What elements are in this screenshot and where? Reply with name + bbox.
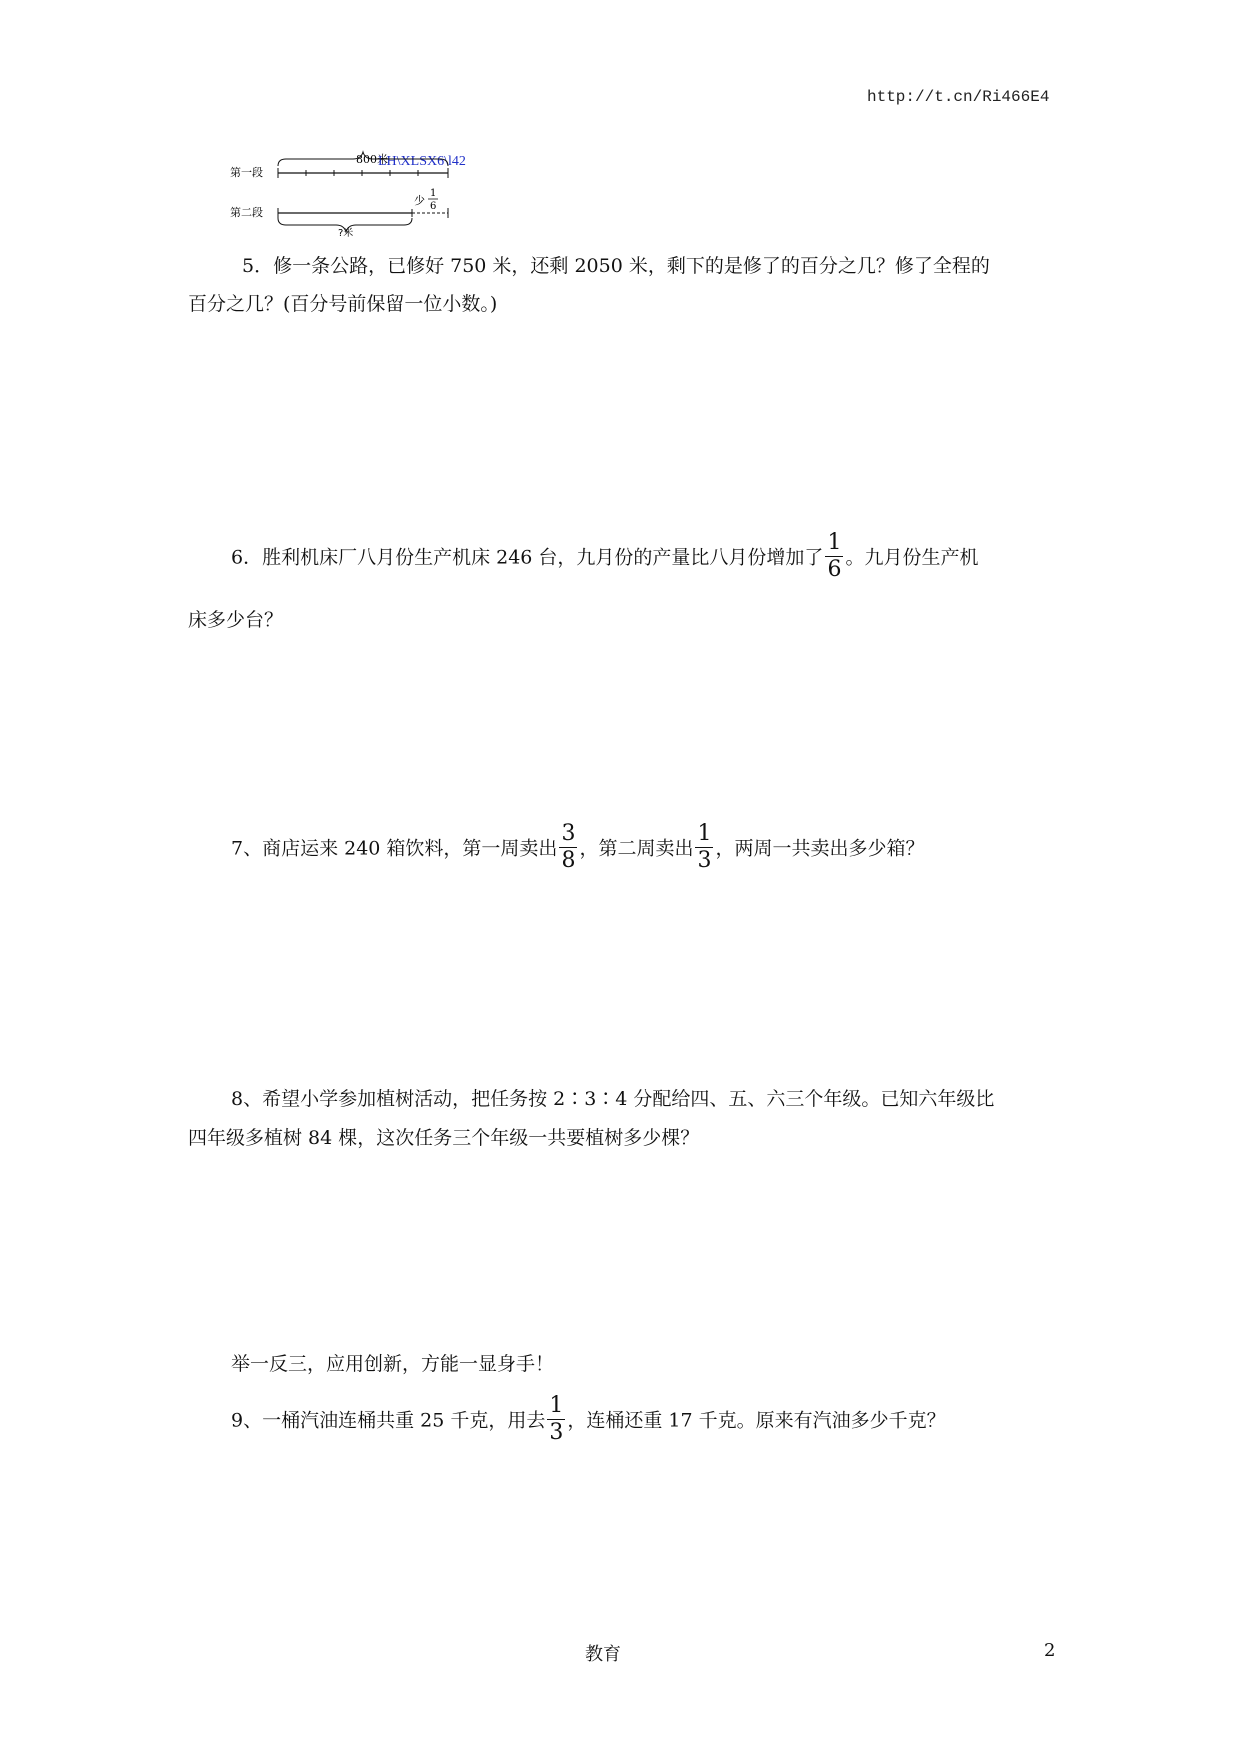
question-6-text-b: 。九月份生产机 bbox=[845, 546, 979, 569]
footer-center-text: 教育 bbox=[585, 1644, 621, 1665]
question-6-line2: 床多少台？ bbox=[188, 609, 284, 631]
diagram-less-frac-num: 1 bbox=[430, 188, 437, 199]
question-7-fraction-1: $\frac{3}{8}$ bbox=[561, 821, 576, 873]
segment-diagram bbox=[228, 140, 528, 240]
diagram-row1-label: 第一段 bbox=[230, 166, 263, 179]
diagram-bottom-label: ?米 bbox=[338, 228, 354, 239]
question-7-fraction-2: $\frac{1}{3}$ bbox=[697, 821, 712, 873]
question-7-line bbox=[231, 823, 924, 876]
question-9-text-a: 9、一桶汽油连桶共重 25 千克，用去 bbox=[231, 1409, 546, 1432]
question-6-line1 bbox=[231, 532, 978, 585]
question-8-line2: 四年级多植树 84 棵，这次任务三个年级一共要植树多少棵？ bbox=[188, 1127, 700, 1149]
question-5-line2: 百分之几？(百分号前保留一位小数。) bbox=[188, 293, 498, 315]
diagram-top-label: 800米 bbox=[356, 153, 388, 166]
question-6-fraction: $\frac{1}{6}$ bbox=[827, 530, 842, 582]
question-9-text-b: ，连桶还重 17 千克。原来有汽油多少千克？ bbox=[567, 1409, 946, 1432]
question-8-line1: 8、希望小学参加植树活动，把任务按 2∶3∶4 分配给四、五、六三个年级。已知六年级比 bbox=[231, 1088, 995, 1110]
question-7-text-c: ，两周一共卖出多少箱？ bbox=[715, 837, 925, 860]
section-title: 举一反三，应用创新，方能一显身手！ bbox=[231, 1353, 555, 1375]
footer-page-number: 2 bbox=[1044, 1640, 1056, 1661]
diagram-less-frac-den: 6 bbox=[430, 201, 437, 212]
diagram-row2-label: 第二段 bbox=[230, 206, 263, 219]
question-9-fraction: $\frac{1}{3}$ bbox=[549, 1393, 564, 1445]
diagram-blue-watermark: LH\XLSX6\l42 bbox=[378, 154, 466, 169]
diagram-less-label: 少 bbox=[414, 194, 425, 207]
question-9-line bbox=[231, 1395, 946, 1448]
question-7-text-a: 7、商店运来 240 箱饮料，第一周卖出 bbox=[231, 837, 558, 860]
question-6-text-a: 6．胜利机床厂八月份生产机床 246 台，九月份的产量比八月份增加了 bbox=[231, 546, 824, 569]
question-5-line1: 5．修一条公路，已修好 750 米，还剩 2050 米，剩下的是修了的百分之几？修了全程的 bbox=[242, 255, 990, 277]
header-url: http://t.cn/Ri466E4 bbox=[867, 88, 1050, 106]
question-7-text-b: ，第二周卖出 bbox=[579, 837, 694, 860]
